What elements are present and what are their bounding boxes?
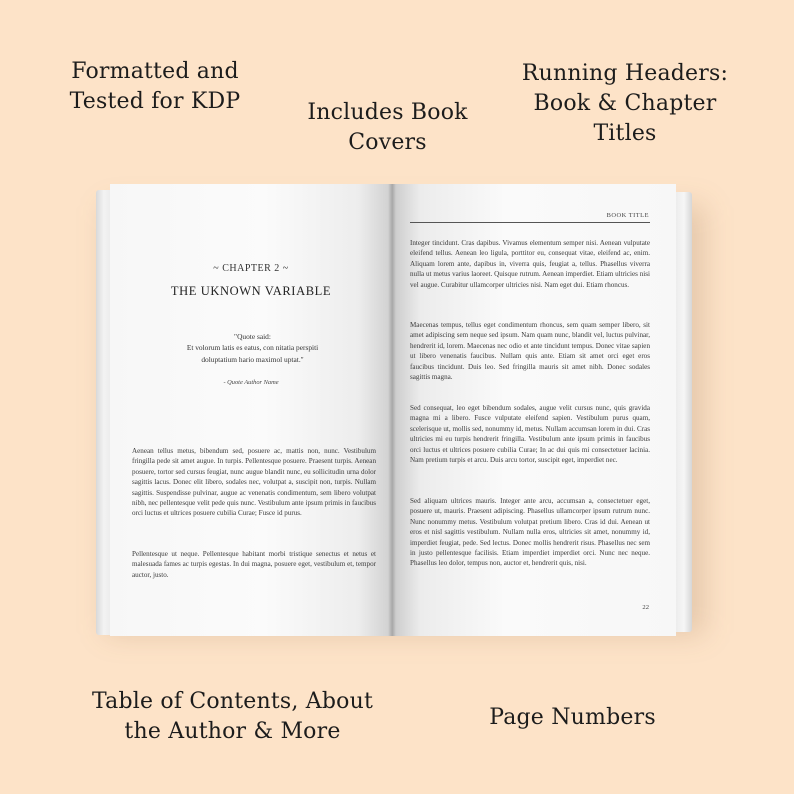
chapter-title: THE UKNOWN VARIABLE [170, 284, 332, 298]
body-paragraph: Integer tincidunt. Cras dapibus. Vivamus elementum semper nisi. Aenean vulputate eleifend tellus. Aenean leo ligula, porttitor eu, consequat vitae, eleifend ac, enim. Aliquam lorem ante, dapibus in, viverra quis, feugiat a, tellus. Phasellus viverra nulla ut metus varius laoreet. Quisque rutrum. Aenean imperdiet. Etiam ultricies nisi vel augue. Curabitur ullamcorper ultricies nisi. Nam eget dui. Etiam rhoncus. [410, 239, 650, 289]
feature-table-of-contents: Table of Contents, About the Author & More [91, 689, 373, 744]
feature-book-covers: Includes Book Covers [307, 100, 468, 155]
body-paragraph: Pellentesque ut neque. Pellentesque habitant morbi tristique senectus et netus et malesuada fames ac turpis egestas. In dui magna, posuere eget, vestibulum et, tempor auctor, justo. [132, 550, 376, 579]
quote-author: - Quote Author Name [223, 379, 279, 386]
body-paragraph: Aenean tellus metus, bibendum sed, posuere ac, mattis non, nunc. Vestibulum fringilla pede sit amet augue. In turpis. Pellentesque posuere. Praesent turpis. Aenean posuere, tortor sed cursus feugiat, nunc augue blandit nunc, eu sollicitudin urna dolor sagittis lacus. Donec elit libero, sodales nec, volutpat a, suscipit non, turpis. Nullam sagittis. Suspendisse pulvinar, augue ac venenatis condimentum, sem libero volutpat nibh, nec pellentesque velit pede quis nunc. Vestibulum ante ipsum primis in faucibus orci luctus et ultrices posuere cubilia Curae; Fusce id purus. [132, 447, 376, 518]
header-rule [410, 222, 650, 223]
page-number: 22 [642, 604, 649, 611]
feature-running-headers: Running Headers: Book & Chapter Titles [521, 61, 729, 146]
body-paragraph: Maecenas tempus, tellus eget condimentum rhoncus, sem quam semper libero, sit amet adipiscing sem neque sed ipsum. Nam quam nunc, blandit vel, luctus pulvinar, hendrerit id, lorem. Maecenas nec odio et ante tincidunt tempus. Donec vitae sapien ut libero venenatis faucibus. Nullam quis ante. Etiam sit amet orci eget eros faucibus tincidunt. Duis leo. Sed fringilla mauris sit amet nibh. Donec sodales sagittis magna. [410, 321, 650, 382]
body-paragraph: Sed consequat, leo eget bibendum sodales, augue velit cursus nunc, quis gravida magna mi a libero. Fusce vulputate eleifend sapien. Vestibulum purus quam, scelerisque ut, mollis sed, nonummy id, metus. Nullam accumsan lorem in dui. Cras ultricies mi eu turpis hendrerit fringilla. Vestibulum ante ipsum primis in faucibus orci luctus et ultrices posuere cubilia Curae; In ac dui quis mi consectetuer lacinia. Nam pretium turpis et arcu. Duis arcu tortor, suscipit eget, imperdiet nec. [410, 404, 650, 465]
chapter-quote: "Quote said: Et volorum latis es eatus, con nitatia perspiti doluptatium hario maximol uptat." [186, 332, 319, 364]
left-page [110, 184, 392, 636]
feature-formatted-kdp: Formatted and Tested for KDP [69, 59, 241, 114]
right-page [392, 184, 676, 636]
running-header: BOOK TITLE [606, 212, 649, 219]
body-paragraph: Sed aliquam ultrices mauris. Integer ante arcu, accumsan a, consectetuer eget, posuere ut, mauris. Praesent adipiscing. Phasellus ullamcorper ipsum rutrum nunc. Nunc nonummy metus. Vestibulum volutpat pretium libero. Cras id dui. Aenean ut eros et nisl sagittis vestibulum. Nullam nulla eros, ultricies sit amet, nonummy id, imperdiet feugiat, pede. Sed lectus. Donec mollis hendrerit risus. Phasellus nec sem in justo pellentesque facilisis. Etiam imperdiet imperdiet orci. Nunc nec neque. Phasellus leo dolor, tempus non, auctor et, hendrerit quis, nisi. [410, 497, 650, 568]
book-gutter [388, 184, 396, 636]
chapter-number: ~ CHAPTER 2 ~ [213, 263, 289, 274]
feature-page-numbers: Page Numbers [489, 705, 656, 730]
